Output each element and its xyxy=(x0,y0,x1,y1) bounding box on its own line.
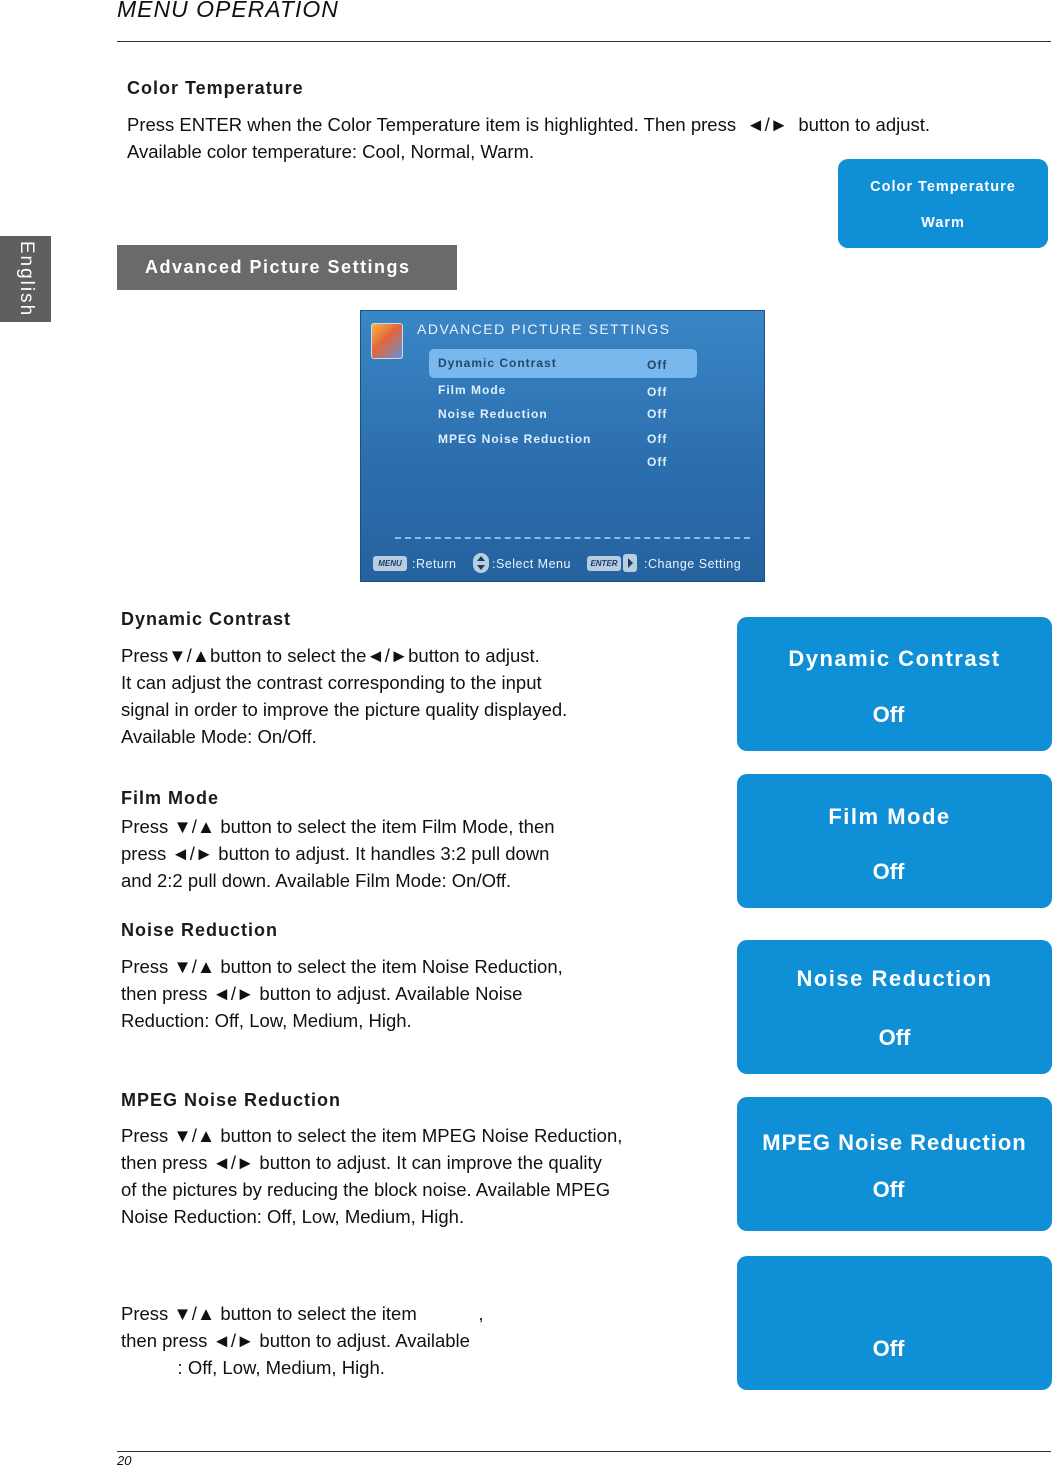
dynamic-contrast-box xyxy=(737,617,1052,751)
menu-value-noise-reduction: Off xyxy=(647,407,668,421)
color-temperature-box xyxy=(838,159,1048,248)
right-arrow-key-icon xyxy=(623,554,637,572)
menu-item-noise-reduction[interactable]: Noise Reduction xyxy=(438,407,548,421)
enter-key-icon: ENTER xyxy=(587,556,621,571)
color-temperature-description: Press ENTER when the Color Temperature item is highlighted. Then press ◄/► button to adjust. Available color temperature: Cool, Normal, Warm. xyxy=(127,114,931,162)
dynamic-contrast-description: Press▼/▲button to select the◄/►button to adjust. It can adjust the contrast corresponding to the input signal in order to improve the picture quality displayed. Available Mode: On/Off. xyxy=(121,645,568,747)
noise-reduction-box-value: Off xyxy=(878,1025,911,1050)
noise-reduction-heading: Noise Reduction xyxy=(121,920,279,940)
mpeg-noise-reduction-heading: MPEG Noise Reduction xyxy=(121,1090,342,1110)
film-mode-box-value: Off xyxy=(872,859,905,884)
unnamed-setting-description: Press ▼/▲ button to select the item , then press ◄/► button to adjust. Available : Off, Low, Medium, High. xyxy=(121,1303,484,1378)
dynamic-contrast-heading: Dynamic Contrast xyxy=(121,609,292,629)
mpeg-noise-reduction-box xyxy=(737,1097,1052,1231)
noise-reduction-box xyxy=(737,940,1052,1074)
header-rule xyxy=(117,41,1051,42)
mpeg-noise-reduction-box-value: Off xyxy=(872,1177,905,1202)
mpeg-noise-reduction-description: Press ▼/▲ button to select the item MPEG Noise Reduction, then press ◄/► button to adjust. It can improve the quality of the pictures by reducing the block noise. Available MPEG Noise Reduction: Off, Low, Medium, High. xyxy=(121,1125,623,1227)
mpeg-noise-reduction-box-title: MPEG Noise Reduction xyxy=(762,1130,1027,1155)
color-temperature-box-value: Warm xyxy=(921,215,965,231)
menu-item-film-mode[interactable]: Film Mode xyxy=(438,383,507,397)
menu-item-mpeg-noise-reduction[interactable]: MPEG Noise Reduction xyxy=(438,432,592,446)
menu-logo-icon xyxy=(371,323,403,359)
up-down-arrows-icon xyxy=(473,553,489,573)
noise-reduction-box-title: Noise Reduction xyxy=(796,966,993,991)
noise-reduction-description: Press ▼/▲ button to select the item Noise Reduction, then press ◄/► button to adjust. Available Noise Reduction: Off, Low, Medium, High. xyxy=(121,956,563,1031)
page-header-title: MENU OPERATION xyxy=(117,0,339,22)
menu-value-film-mode: Off xyxy=(647,385,668,399)
menu-value-dynamic-contrast: Off xyxy=(647,358,668,372)
footer-select-menu-label: :Select Menu xyxy=(492,557,571,571)
menu-value-mpeg-noise-reduction: Off xyxy=(647,432,668,446)
unnamed-setting-box-value: Off xyxy=(872,1336,905,1361)
advanced-picture-settings-menu xyxy=(360,310,765,582)
footer-rule xyxy=(117,1451,1051,1452)
footer-return-label: :Return xyxy=(412,557,457,571)
language-tab xyxy=(0,236,51,322)
page-number: 20 xyxy=(117,1453,132,1468)
unnamed-setting-box xyxy=(737,1256,1052,1390)
advanced-picture-settings-banner: Advanced Picture Settings xyxy=(117,245,457,290)
dynamic-contrast-box-value: Off xyxy=(872,702,905,727)
menu-item-dynamic-contrast[interactable]: Dynamic Contrast xyxy=(438,356,557,370)
footer-change-setting-label: :Change Setting xyxy=(644,557,742,571)
language-tab-label: English xyxy=(15,240,37,318)
film-mode-description: Press ▼/▲ button to select the item Film Mode, then press ◄/► button to adjust. It handles 3:2 pull down and 2:2 pull down. Available Film Mode: On/Off. xyxy=(121,816,555,891)
menu-title: ADVANCED PICTURE SETTINGS xyxy=(417,321,671,337)
color-temperature-box-title: Color Temperature xyxy=(870,179,1016,195)
film-mode-heading: Film Mode xyxy=(121,788,219,808)
menu-value-extra: Off xyxy=(647,455,668,469)
dynamic-contrast-box-title: Dynamic Contrast xyxy=(788,646,1001,671)
menu-divider xyxy=(395,537,750,539)
color-temperature-heading: Color Temperature xyxy=(127,78,304,98)
film-mode-box-title: Film Mode xyxy=(828,804,951,829)
film-mode-box xyxy=(737,774,1052,908)
menu-key-icon: MENU xyxy=(373,556,407,571)
